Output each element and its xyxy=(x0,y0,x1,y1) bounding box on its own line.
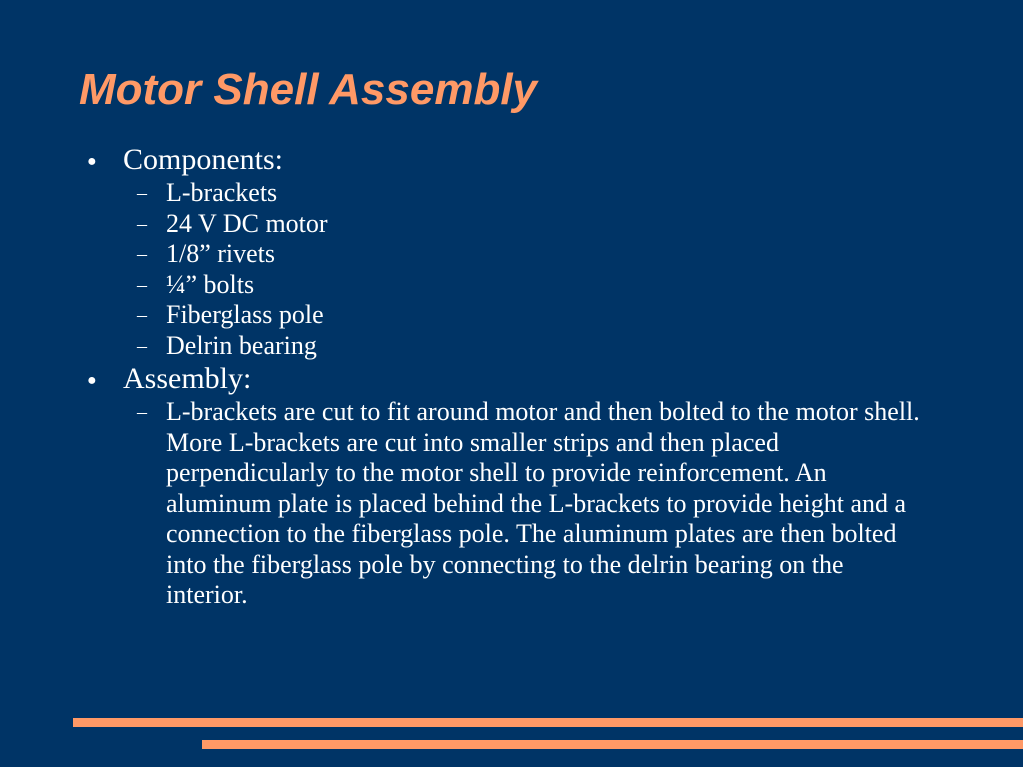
component-label: Fiberglass pole xyxy=(166,300,324,329)
list-item xyxy=(85,397,926,611)
components-heading: Components: xyxy=(123,143,284,176)
accent-bar-top xyxy=(73,718,1023,727)
slide-title: Motor Shell Assembly xyxy=(79,65,538,114)
dash-bullet-icon: – xyxy=(137,401,147,423)
list-item xyxy=(85,239,945,270)
list-item xyxy=(85,270,945,301)
dash-bullet-icon: – xyxy=(137,182,147,204)
slide-content xyxy=(85,142,945,611)
list-item xyxy=(85,331,945,362)
component-label: 1/8” rivets xyxy=(166,239,276,268)
accent-bar-bottom xyxy=(202,740,1023,749)
component-label: 24 V DC motor xyxy=(166,208,328,238)
components-list xyxy=(85,178,945,361)
components-section xyxy=(85,142,945,361)
bullet-dot-icon: ● xyxy=(87,153,97,170)
assembly-bullet xyxy=(85,361,945,397)
component-label: Delrin bearing xyxy=(166,330,317,360)
component-label: ¼” bolts xyxy=(166,269,255,299)
assembly-section xyxy=(85,361,945,611)
list-item xyxy=(85,178,945,209)
dash-bullet-icon: – xyxy=(137,304,147,326)
bullet-dot-icon: ● xyxy=(87,372,97,389)
dash-bullet-icon: – xyxy=(137,273,147,296)
assembly-list xyxy=(85,397,945,611)
component-label: L-brackets xyxy=(166,178,278,207)
dash-bullet-icon: – xyxy=(137,212,147,235)
assembly-heading: Assembly: xyxy=(123,362,252,395)
dash-bullet-icon: – xyxy=(137,243,147,265)
list-item xyxy=(85,300,945,331)
assembly-paragraph: L-brackets are cut to fit around motor and then bolted to the motor shell. More L-brackets are cut into smaller strips and then placed perpendicularly to the motor shell to provide reinforcement. An aluminum plate is placed behind the L-brackets to provide height and a connection to the fiberglass pole. The aluminum plates are then bolted into the fiberglass pole by connecting to the delrin bearing on the interior. xyxy=(166,397,920,609)
list-item xyxy=(85,209,945,240)
dash-bullet-icon: – xyxy=(137,334,147,357)
components-bullet xyxy=(85,142,945,178)
